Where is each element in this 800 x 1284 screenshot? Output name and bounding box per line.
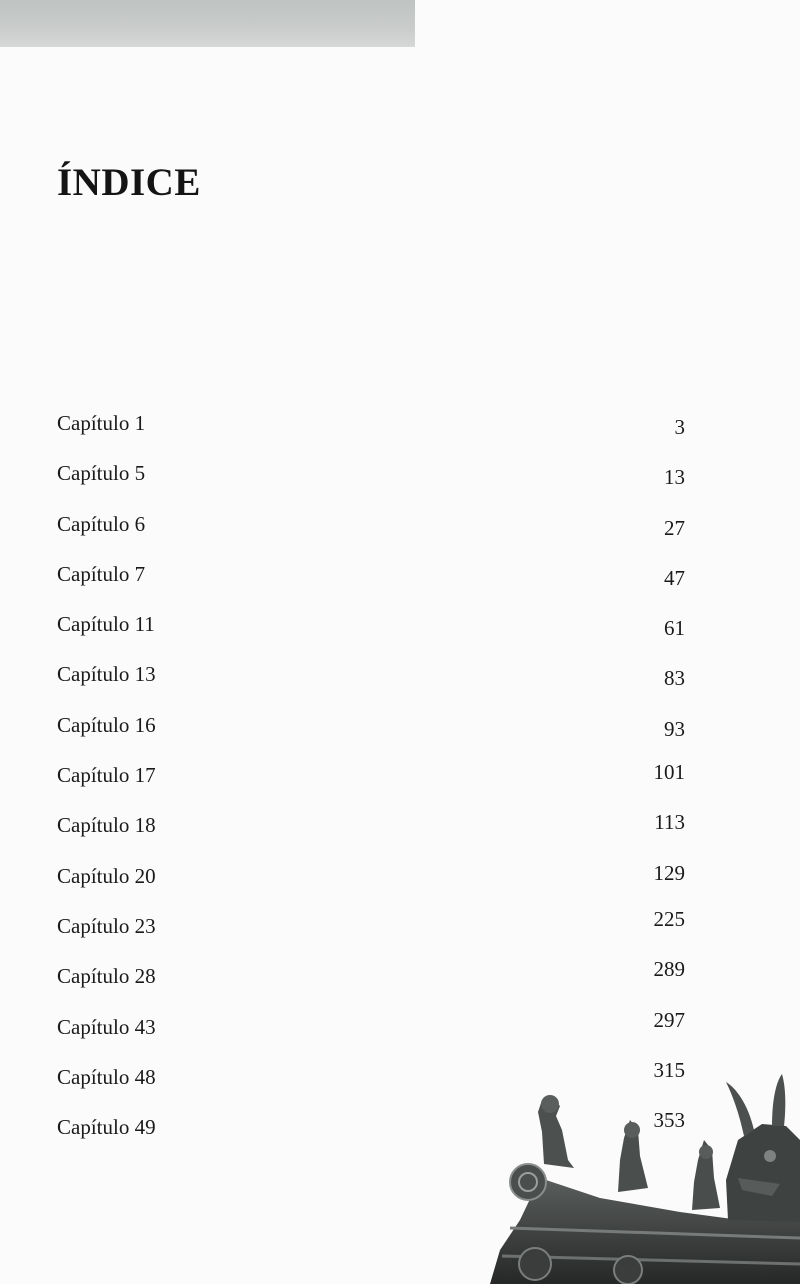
toc-page-number: 47 <box>664 565 685 590</box>
toc-page-number: 61 <box>664 616 685 641</box>
toc-chapter-label: Capítulo 17 <box>57 763 156 788</box>
toc-entry <box>57 810 687 860</box>
toc-page-number: 129 <box>653 860 685 885</box>
toc-chapter-label: Capítulo 7 <box>57 561 146 586</box>
toc-entry <box>57 509 687 559</box>
toc-page-number: 3 <box>674 415 685 439</box>
toc-entry <box>57 559 687 609</box>
roof-guardian-figures-image <box>480 1060 800 1284</box>
toc-page-number: 101 <box>653 760 685 785</box>
toc-chapter-label: Capítulo 28 <box>57 964 156 989</box>
toc-entry <box>57 458 687 508</box>
toc-chapter-label: Capítulo 43 <box>57 1014 156 1039</box>
toc-entry <box>57 1007 687 1062</box>
toc-chapter-label: Capítulo 1 <box>57 411 146 435</box>
toc-chapter-label: Capítulo 23 <box>57 913 156 938</box>
toc-chapter-label: Capítulo 49 <box>57 1115 156 1140</box>
toc-chapter-label: Capítulo 6 <box>57 511 146 536</box>
toc-page-number: 13 <box>664 465 685 490</box>
toc-entry <box>57 957 687 1011</box>
toc-page-number: 83 <box>664 666 685 691</box>
toc-entry <box>57 609 687 659</box>
toc-page-number: 289 <box>653 957 685 982</box>
toc-chapter-label: Capítulo 13 <box>57 662 156 687</box>
toc-chapter-label: Capítulo 48 <box>57 1064 156 1089</box>
toc-chapter-label: Capítulo 20 <box>57 863 156 888</box>
toc-entry <box>57 906 687 961</box>
toc-chapter-label: Capítulo 18 <box>57 813 156 838</box>
toc-entry <box>57 408 687 458</box>
toc-page-number: 315 <box>653 1057 685 1082</box>
toc-page-number: 353 <box>653 1108 685 1133</box>
toc-entry <box>57 710 687 760</box>
toc-page-number: 93 <box>664 716 685 741</box>
toc-page-number: 113 <box>654 810 685 835</box>
table-of-contents <box>57 408 687 1162</box>
toc-entry <box>57 861 687 911</box>
toc-entry <box>57 659 687 709</box>
toc-page-number: 297 <box>653 1007 685 1032</box>
toc-page-number: 225 <box>653 906 685 931</box>
toc-chapter-label: Capítulo 11 <box>57 612 155 637</box>
top-gray-band <box>0 0 415 47</box>
toc-chapter-label: Capítulo 5 <box>57 461 146 486</box>
page-title: ÍNDICE <box>57 161 201 204</box>
toc-entry <box>57 760 687 810</box>
toc-page-number: 27 <box>664 515 685 540</box>
toc-chapter-label: Capítulo 16 <box>57 712 156 737</box>
